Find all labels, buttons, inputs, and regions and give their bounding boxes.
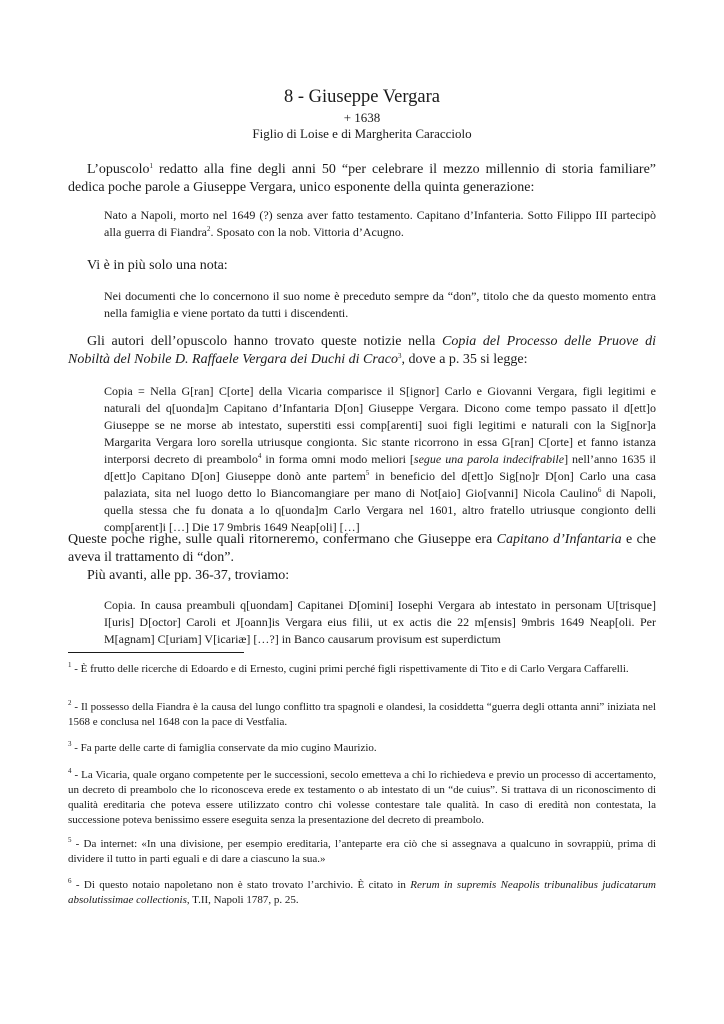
footnote-ref-1[interactable]: 1 xyxy=(149,162,153,170)
quote-vicaria-copy: Copia = Nella G[ran] C[orte] della Vicaria comparisce il S[ignor] Carlo e Giovanni Vergara, figli legitimi e naturali del q[uonda]m Capitano d’Infantaria D[on] Giuseppe Vergara. Dicono come tempo passato il d[ett]o Giuseppe se ne morse ab intestato, superstiti essi comp[arenti] suoi figli legitimi e naturali con la Sig[nor]a Margarita Vergara loro sorella utriusque congionta. Sic stante ricorrono in essa G[ran] C[orte] et fanno istanza interporsi decreto di preambolo$^4$ in forma omni modo meliori [segue una parola indecifrabile] nell’anno 1635 il d[ett]o Capitano D[on] Giuseppe donò ante partem$^5$ in beneficio del d[ett]o Sig[no]r D[on] Carlo una casa palaziata, sita nel luogo detto lo Biancomangiare per mano di Not[aio] Gio[vanni] Nicola Caulino$^6$ di Napoli, quella stessa che fu donata a lo q[uonda]m Carlo Vergara nel 1601, altro fratello utriusque congionto delli comp[arent]i […] Die 17 9mbris 1649 Neap[oli] […] xyxy=(104,384,656,534)
footnote-4: $^4$ - La Vicaria, quale organo competente per le successioni, secolo emetteva a chi lo richiedeva e previo un processo di accertamento, un decreto di preambolo che lo riconosceva erede ex testamento o ab intestato di un “de cuius”. Si trattava di un riconoscimento di qualità ereditaria che poteva essere utilizzato contro chi volesse contestare tale qualità. In caso di eredità non contestata, la successione poteva benissimo essere eseguita senza la presentazione del decreto di preambolo. xyxy=(68,767,656,826)
footnote-ref-6[interactable]: 6 xyxy=(597,486,602,494)
footnote-divider xyxy=(68,652,244,653)
paragraph-confirmation: Queste poche righe, sulle quali ritorneremo, confermano che Giuseppe era Capitano d’Infantaria e che aveva il trattamento di “don”. xyxy=(68,532,656,565)
quote-latin-copy: Copia. In causa preambuli q[uondam] Capitanei D[omini] Iosephi Vergara ab intestato in personam U[trisque] I[uris] D[octor] Caroli et J[oann]is Vergara eius filii, ut ex actis die 22 m[ensis] 9mbris 1649 Neap[oli. Per M[agnam] C[uriam] V[icariæ] […?] in Banco causarum provisum est superdictum xyxy=(104,598,656,646)
paragraph-further: Più avanti, alle pp. 36-37, troviamo: xyxy=(87,568,290,583)
quote-don-title: Nei documenti che lo concernono il suo nome è preceduto sempre da “don”, titolo che da questo momento entra nella famiglia e viene portato da tutti i discendenti. xyxy=(104,289,656,320)
paragraph-note-intro: Vi è in più solo una nota: xyxy=(87,258,228,273)
footnote-2: $^2$ - Il possesso della Fiandra è la causa del lungo conflitto tra spagnoli e olandesi, la cosiddetta “guerra degli ottanta anni” iniziata nel 1568 e conclusa nel 1648 con la pace di Vestfalia. xyxy=(68,699,656,728)
footnote-5: $^5$ - Da internet: «In una divisione, per esempio ereditaria, l’anteparte era ciò che si assegnava a qualcuno in sovrappiù, prima di dividere il tutto in parti eguali e di dare a ciascuno la sua.» xyxy=(68,836,656,865)
parentage-line: Figlio di Loise e di Margherita Caracciolo xyxy=(252,126,472,141)
footnote-6: $^6$ - Di questo notaio napoletano non è stato trovato l’archivio. È citato in Rerum in supremis Neapolis tribunalibus judicatarum absolutissimae collectionis, T.II, Napoli 1787, p. 25. xyxy=(68,877,656,906)
footnote-3: $^3$ - Fa parte delle carte di famiglia conservate da mio cugino Maurizio. xyxy=(68,740,377,754)
death-year: + 1638 xyxy=(343,110,381,125)
paragraph-intro: L’opuscolo$^1$ redatto alla fine degli anni 50 “per celebrare il mezzo millennio di storia familiare” dedica poche parole a Giuseppe Vergara, unico esponente della quinta generazione: xyxy=(68,162,656,195)
chapter-title: 8 - Giuseppe Vergara xyxy=(283,87,440,107)
footnote-ref-5[interactable]: 5 xyxy=(365,469,370,477)
footnote-ref-3[interactable]: 3 xyxy=(398,352,402,360)
paragraph-sources: Gli autori dell’opuscolo hanno trovato queste notizie nella Copia del Processo delle Pruove di Nobiltà del Nobile D. Raffaele Vergara dei Duchi di Craco$^3$, dove a p. 35 si legge: xyxy=(68,334,656,367)
footnote-1: $^1$ - È frutto delle ricerche di Edoardo e di Ernesto, cugini primi perché figli rispettivamente di Tito e di Carlo Vergara Caffarelli. xyxy=(68,661,629,675)
footnote-ref-4[interactable]: 4 xyxy=(257,452,262,460)
quote-birth-death: Nato a Napoli, morto nel 1649 (?) senza aver fatto testamento. Capitano d’Infanteria. Sotto Filippo III partecipò alla guerra di Fiandra$^2$. Sposato con la nob. Vittoria d’Acugno. xyxy=(104,208,656,239)
footnote-ref-2[interactable]: 2 xyxy=(206,225,211,233)
